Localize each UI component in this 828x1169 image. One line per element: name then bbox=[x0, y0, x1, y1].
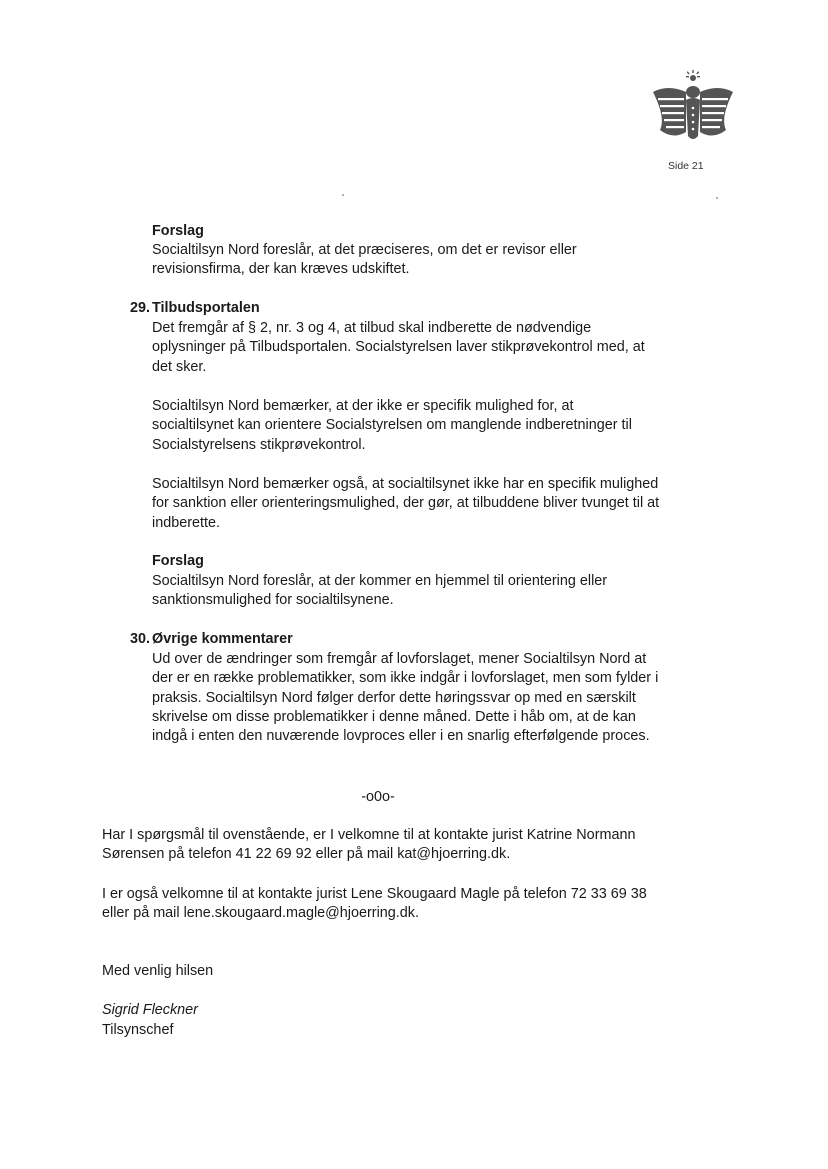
greeting: Med venlig hilsen bbox=[102, 963, 214, 979]
section-29-heading bbox=[130, 299, 260, 318]
contact-paragraph-2: I er også velkomne til at kontakte jurist Lene Skougaard Magle på telefon 72 33 69 38 eller på mail lene.skougaard.magle@hjoerring.dk. bbox=[102, 886, 647, 922]
section-number: 30. bbox=[130, 631, 151, 647]
section-29-paragraph-1: Det fremgår af § 2, nr. 3 og 4, at tilbud skal indberette de nødvendige oplysninger på Tilbudsportalen. Socialstyrelsen laver stikprøvekontrol med, at det sker. bbox=[152, 320, 645, 375]
forslag-text: Socialtilsyn Nord foreslår, at der kommer en hjemmel til orientering eller sanktionsmulighed for socialtilsynene. bbox=[152, 573, 608, 609]
forslag-text: Socialtilsyn Nord foreslår, at det præciseres, om det er revisor eller revisionsfirma, der kan kræves udskiftet. bbox=[152, 242, 577, 278]
page-number: Side 21 bbox=[668, 160, 704, 172]
separator: -o0o- bbox=[361, 789, 395, 805]
municipality-crest-icon bbox=[648, 70, 738, 150]
scan-speck bbox=[716, 197, 718, 199]
section-29-paragraph-3: Socialtilsyn Nord bemærker også, at socialtilsynet ikke har en specifik mulighed for sanktion eller orienteringsmulighed, der gør, at tilbuddene bliver tvunget til at indberette. bbox=[152, 476, 660, 531]
forslag-heading: Forslag bbox=[152, 553, 204, 569]
section-30-heading bbox=[130, 630, 293, 649]
section-title: Øvrige kommentarer bbox=[152, 631, 293, 647]
section-30-paragraph: Ud over de ændringer som fremgår af lovforslaget, mener Socialtilsyn Nord at der er en række problematikker, som ikke indgår i lovforslaget, men som fylder i praksis. Socialtilsyn Nord følger derfor dette høringssvar op med en særskilt skrivelse om disse problematikker i denne måned. Dette i håb om, at de kan indgå i enten den nuværende lovproces eller i en snarlig efterfølgende proces. bbox=[152, 651, 659, 745]
contact-paragraph-1: Har I spørgsmål til ovenstående, er I velkomne til at kontakte jurist Katrine Normann Sørensen på telefon 41 22 69 92 eller på mail kat@hjoerring.dk. bbox=[102, 827, 636, 863]
section-29-paragraph-2: Socialtilsyn Nord bemærker, at der ikke er specifik mulighed for, at socialtilsynet kan orientere Socialstyrelsen om manglende indberetninger til Socialstyrelsens stikprøvekontrol. bbox=[152, 398, 632, 453]
signature-title: Tilsynschef bbox=[102, 1022, 174, 1038]
scan-speck bbox=[342, 194, 344, 196]
section-number: 29. bbox=[130, 300, 151, 316]
section-title: Tilbudsportalen bbox=[152, 300, 260, 316]
forslag-heading: Forslag bbox=[152, 223, 204, 239]
signature-name: Sigrid Fleckner bbox=[102, 1002, 198, 1018]
